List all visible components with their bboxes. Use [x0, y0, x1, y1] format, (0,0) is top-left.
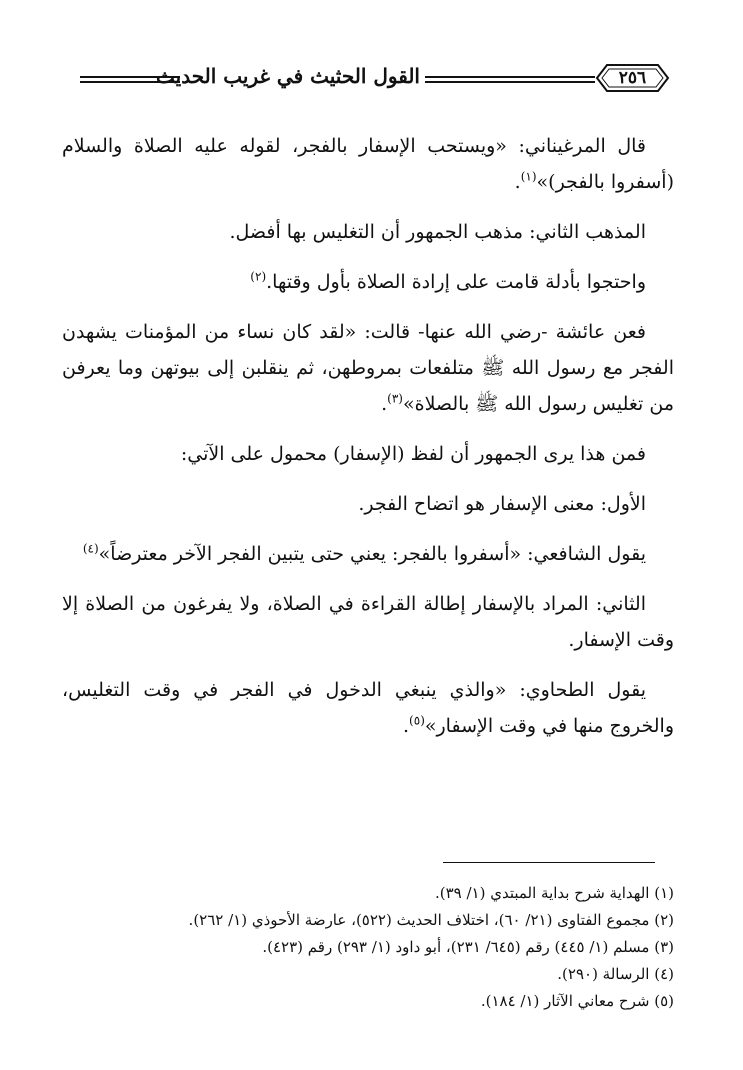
running-title: القول الحثيث في غريب الحديث [156, 64, 420, 88]
paragraph-6: الأول: معنى الإسفار هو اتضاح الفجر. [358, 493, 646, 515]
footnote-ref-3: (٣) [387, 391, 403, 406]
paragraph-2: المذهب الثاني: مذهب الجمهور أن التغليس بها أفضل. [229, 221, 646, 243]
footnote-5: (٥) شرح معاني الآثار (١/ ١٨٤). [480, 992, 674, 1010]
page-number: ٢٥٦ [618, 68, 647, 88]
paragraph-3-text: واحتجوا بأدلة قامت على إرادة الصلاة بأول وقتها. [266, 271, 646, 293]
footnote-1: (١) الهداية شرح بداية المبتدي (١/ ٣٩). [434, 884, 674, 902]
header-rule-right-2 [425, 81, 595, 83]
paragraph-4: فعن عائشة -رضي الله عنها- قالت: «لقد كان نساء من المؤمنات يشهدن الفجر مع رسول الله ﷺ متلفعات بمروطهن، ثم ينقلبن إلى بيوتهن وما يعرفن من تغليس رسول الله ﷺ بالصلاة»$^{(٣)}$. [62, 321, 674, 415]
footnote-ref-1: (١) [520, 169, 537, 184]
footnote-2: (٢) مجموع الفتاوى (٢١/ ٦٠)، اختلاف الحديث (٥٢٢)، عارضة الأحوذي (١/ ٢٦٢). [188, 911, 674, 929]
page-header [70, 60, 670, 100]
footnote-ref-4: (٤) [82, 541, 99, 556]
paragraph-9: يقول الطحاوي: «والذي ينبغي الدخول في الفجر في وقت التغليس، والخروج منها في وقت الإسفار»$^{(٥)}$. [62, 679, 674, 737]
paragraph-1: قال المرغيناني: «ويستحب الإسفار بالفجر، لقوله عليه الصلاة والسلام (أسفروا بالفجر)»$^{(١)}$. [62, 135, 674, 193]
paragraph-9-text: يقول الطحاوي: «والذي ينبغي الدخول في الفجر في وقت التغليس، والخروج منها في وقت الإسفار» [62, 679, 674, 737]
footnote-ref-5: (٥) [409, 713, 425, 728]
footnotes [62, 880, 674, 1015]
header-rule-right [425, 76, 595, 78]
paragraph-5: فمن هذا يرى الجمهور أن لفظ (الإسفار) محمول على الآتي: [180, 443, 646, 465]
footnote-separator [443, 862, 655, 863]
footnote-ref-2: (٢) [250, 269, 267, 284]
page-number-badge [595, 63, 670, 93]
main-text [62, 128, 674, 758]
paragraph-3 [62, 264, 674, 300]
paragraph-7 [62, 536, 674, 572]
paragraph-8: الثاني: المراد بالإسفار إطالة القراءة في الصلاة، ولا يفرغون من الصلاة إلا وقت الإسفار. [62, 593, 674, 651]
footnote-4: (٤) الرسالة (٢٩٠). [557, 965, 674, 983]
paragraph-7-text: يقول الشافعي: «أسفروا بالفجر: يعني حتى يتبين الفجر الآخر معترضاً» [98, 543, 646, 565]
paragraph-4-text: فعن عائشة -رضي الله عنها- قالت: «لقد كان نساء من المؤمنات يشهدن الفجر مع رسول الله ﷺ متلفعات بمروطهن، ثم ينقلبن إلى بيوتهن وما يعرفن من تغليس رسول الله ﷺ بالصلاة» [62, 321, 674, 415]
paragraph-1-text: قال المرغيناني: «ويستحب الإسفار بالفجر، لقوله عليه الصلاة والسلام (أسفروا بالفجر)» [62, 135, 674, 193]
footnote-3: (٣) مسلم (١/ ٤٤٥) رقم (٦٤٥/ ٢٣١)، أبو داود (١/ ٢٩٣) رقم (٤٢٣). [262, 938, 674, 956]
